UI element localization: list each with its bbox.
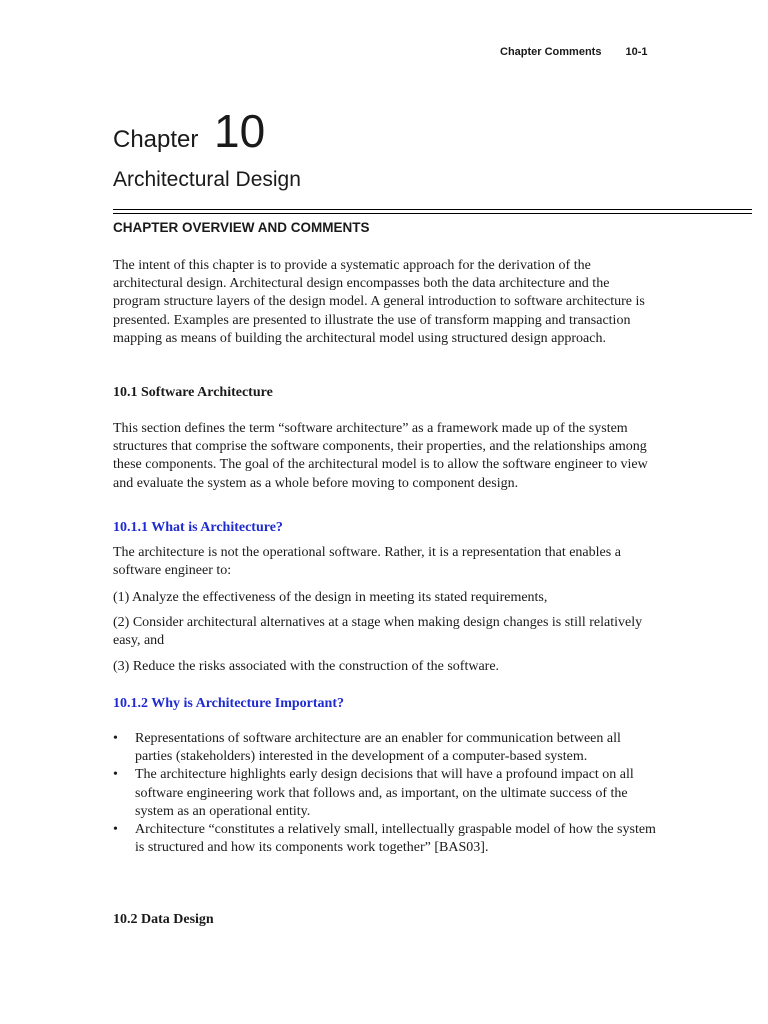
bullet-item <box>113 766 658 821</box>
title-rule-top <box>113 209 752 210</box>
bullet-item <box>113 730 658 766</box>
chapter-label: Chapter <box>113 126 199 153</box>
section-10-2-heading: 10.2 Data Design <box>113 912 214 927</box>
chapter-title: Architectural Design <box>113 168 301 191</box>
bullet-text: Architecture “constitutes a relatively small, intellectually graspable model of how the system is structured and how its components work together” [BAS03]. <box>135 822 656 856</box>
bullet-marker: • <box>113 731 118 746</box>
intro-paragraph: The intent of this chapter is to provide a systematic approach for the derivation of the architectural design. Architectural design encompasses both the data architecture and the program structure layers of the design model. A general introduction to software architecture is presented. Examples are presented to illustrate the use of transform mapping and transaction mapping as means of building the architectural model using structured design approach. <box>113 258 645 346</box>
running-header <box>500 46 648 58</box>
bullet-item <box>113 821 658 857</box>
overview-heading: CHAPTER OVERVIEW AND COMMENTS <box>113 220 370 235</box>
bullet-marker: • <box>113 822 118 838</box>
section-10-1-2-heading: 10.1.2 Why is Architecture Important? <box>113 696 344 711</box>
section-10-1-1-paragraph: The architecture is not the operational software. Rather, it is a representation that enables a software engineer to: <box>113 545 621 579</box>
page-number: 10-1 <box>625 46 648 58</box>
title-rule-bottom <box>113 213 752 214</box>
list-item: (3) Reduce the risks associated with the construction of the software. <box>113 659 500 674</box>
bullet-text: Representations of software architecture are an enabler for communication between all parties (stakeholders) interested in the development of a computer-based system. <box>135 731 621 765</box>
running-title: Chapter Comments <box>500 46 602 58</box>
section-10-1-1-heading: 10.1.1 What is Architecture? <box>113 520 283 535</box>
list-item: (2) Consider architectural alternatives at a stage when making design changes is still relatively easy, and <box>113 615 643 649</box>
chapter-number: 10 <box>214 105 266 157</box>
bullet-text: The architecture highlights early design decisions that will have a profound impact on all software engineering work that follows and, as important, on the ultimate success of the system as an operational entity. <box>135 767 634 819</box>
list-item: (1) Analyze the effectiveness of the design in meeting its stated requirements, <box>113 590 548 605</box>
section-10-1-paragraph: This section defines the term “software architecture” as a framework made up of the system structures that comprise the software components, their properties, and the relationships among these components. The goal of the architectural model is to allow the software engineer to view and evaluate the system as a whole before moving to component design. <box>113 421 648 491</box>
importance-bullet-list <box>113 730 658 857</box>
section-10-1-heading: 10.1 Software Architecture <box>113 385 273 400</box>
bullet-marker: • <box>113 767 118 783</box>
